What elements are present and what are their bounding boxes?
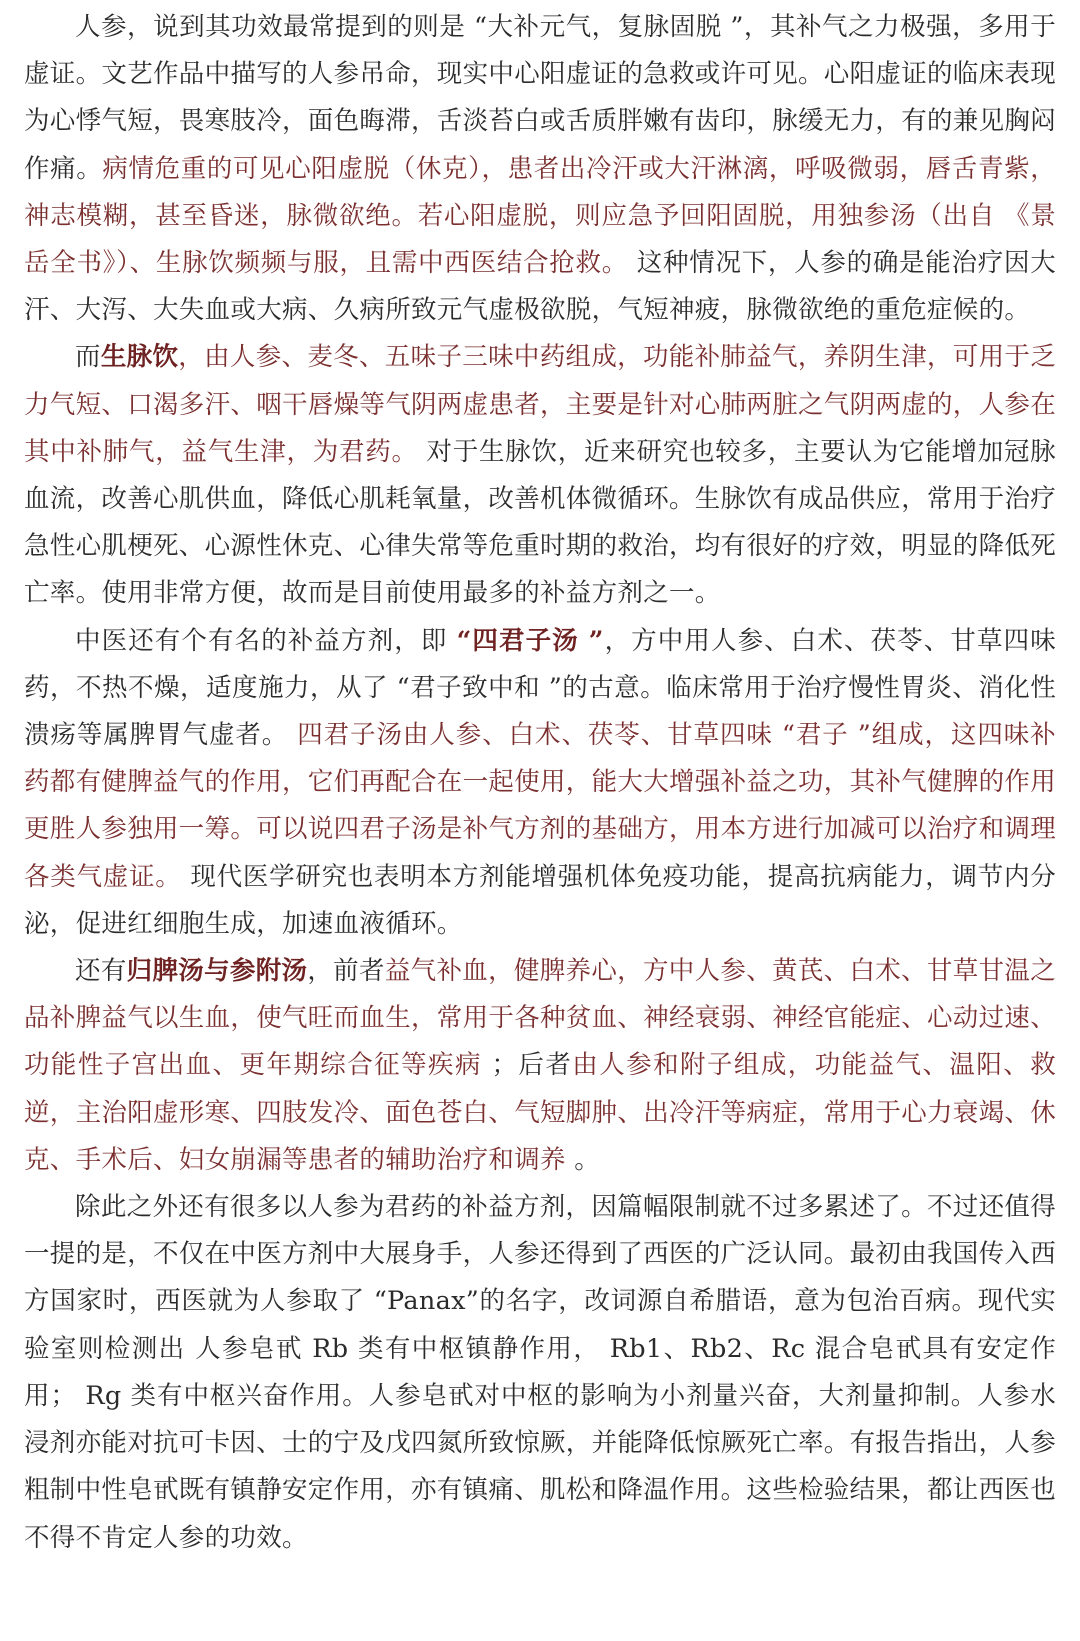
text-segment: 还有: [75, 956, 127, 987]
highlighted-text: ，由人参、麦冬、五味子三味中药组成，功能补肺益气，养阴生津，可用于乏力气短、口渴多汗、咽干唇燥等气阴两虚患者，主要是针对心肺两脏之气阴两虚的，人参在其中补肺气，益气生津，为君药。: [24, 342, 1057, 467]
highlighted-text: 益气补血，健脾养心，方中人参、黄芪、白术、甘草甘温之品补脾益气以生血，使气旺而血生，常用于各种贫血、神经衰弱、神经官能症、心动过速、功能性子宫出血、更年期综合征等疾病: [24, 956, 1057, 1081]
paragraph-1: [24, 4, 1056, 334]
paragraph-5: [24, 1184, 1056, 1562]
text-segment: 现代医学研究也表明本方剂能增强机体免疫功能，提高抗病能力，调节内分泌，促进红细胞生成，加速血液循环。: [24, 861, 1056, 939]
paragraph-3: [24, 618, 1056, 948]
paragraph-2: [24, 334, 1056, 617]
text-segment: 除此之外还有很多以人参为君药的补益方剂，因篇幅限制就不过多累述了。不过还值得一提的是，不仅在中医方剂中大展身手，人参还得到了西医的广泛认同。最初由我国传入西方国家时，西医就为人参取了 “Panax”的名字，改词源自希腊语，意为包治百病。现代实验室则检测出 人参皂甙 Rb 类有中枢镇静作用， Rb1、Rb2、Rc 混合皂甙具有安定作用； Rg 类有中枢兴奋作用。人参皂甙对中枢的影响为小剂量兴奋，大剂量抑制。人参水浸剂亦能对抗可卡因、士的宁及戊四氮所致惊厥，并能降低惊厥死亡率。有报告指出，人参粗制中性皂甙既有镇静安定作用，亦有镇痛、肌松和降温作用。这些检验结果，都让西医也不得不肯定人参的功效。: [24, 1192, 1057, 1553]
text-segment: ，方中用人参、白术、茯苓、甘草四味药，不热不燥，适度施力，从了 “君子致中和 ”的古意。临床常用于治疗慢性胃炎、消化性溃疡等属脾胃气虚者。: [24, 625, 1056, 751]
article-body: [24, 4, 1056, 1562]
text-segment: 。: [565, 1144, 601, 1175]
formula-name: 生脉饮: [100, 342, 179, 373]
highlighted-text: 病情危重的可见心阳虚脱（休克），患者出冷汗或大汗淋漓，呼吸微弱，唇舌青紫，神志模糊，甚至昏迷，脉微欲绝。若心阳虚脱，则应急予回阳固脱，用独参汤（出自 《景岳全书》）、生脉饮频频与服，且需中西医结合抢救。: [24, 153, 1056, 279]
text-segment: 而: [75, 342, 101, 373]
text-segment: 这种情况下，人参的确是能治疗因大汗、大泻、大失血或大病、久病所致元气虚极欲脱，气短神疲，脉微欲绝的重危症候的。: [24, 248, 1056, 326]
highlighted-text: 由人参和附子组成，功能益气、温阳、救逆，主治阳虚形寒、四肢发冷、面色苍白、气短脚肿、出冷汗等病症，常用于心力衰竭、休克、手术后、妇女崩漏等患者的辅助治疗和调养: [24, 1050, 1057, 1175]
text-segment: ；后者: [481, 1050, 573, 1081]
text-segment: 对于生脉饮，近来研究也较多，主要认为它能增加冠脉血流，改善心肌供血，降低心肌耗氧量，改善机体微循环。生脉饮有成品供应，常用于治疗急性心肌梗死、心源性休克、心律失常等危重时期的救治，均有很好的疗效，明显的降低死亡率。使用非常方便，故而是目前使用最多的补益方剂之一。: [24, 436, 1057, 609]
highlighted-text: 四君子汤由人参、白术、茯苓、甘草四味 “君子 ”组成，这四味补药都有健脾益气的作用，它们再配合在一起使用，能大大增强补益之功，其补气健脾的作用更胜人参独用一筹。可以说四君子汤是补气方剂的基础方，用本方进行加减可以治疗和调理各类气虚证。: [24, 720, 1057, 892]
paragraph-4: [24, 948, 1056, 1184]
text-segment: 人参，说到其功效最常提到的则是 “大补元气，复脉固脱 ”，其补气之力极强，多用于虚证。文艺作品中描写的人参吊命，现实中心阳虚证的急救或许可见。心阳虚证的临床表现为心悸气短，畏寒肢冷，面色晦滞，舌淡苔白或舌质胖嫩有齿印，脉缓无力，有的兼见胸闷作痛。: [24, 12, 1057, 184]
text-segment: 中医还有个有名的补益方剂，即: [75, 625, 457, 656]
text-segment: ，前者: [307, 956, 385, 987]
formula-name: “四君子汤 ”: [456, 625, 604, 656]
formula-name: 归脾汤与参附汤: [126, 956, 308, 987]
